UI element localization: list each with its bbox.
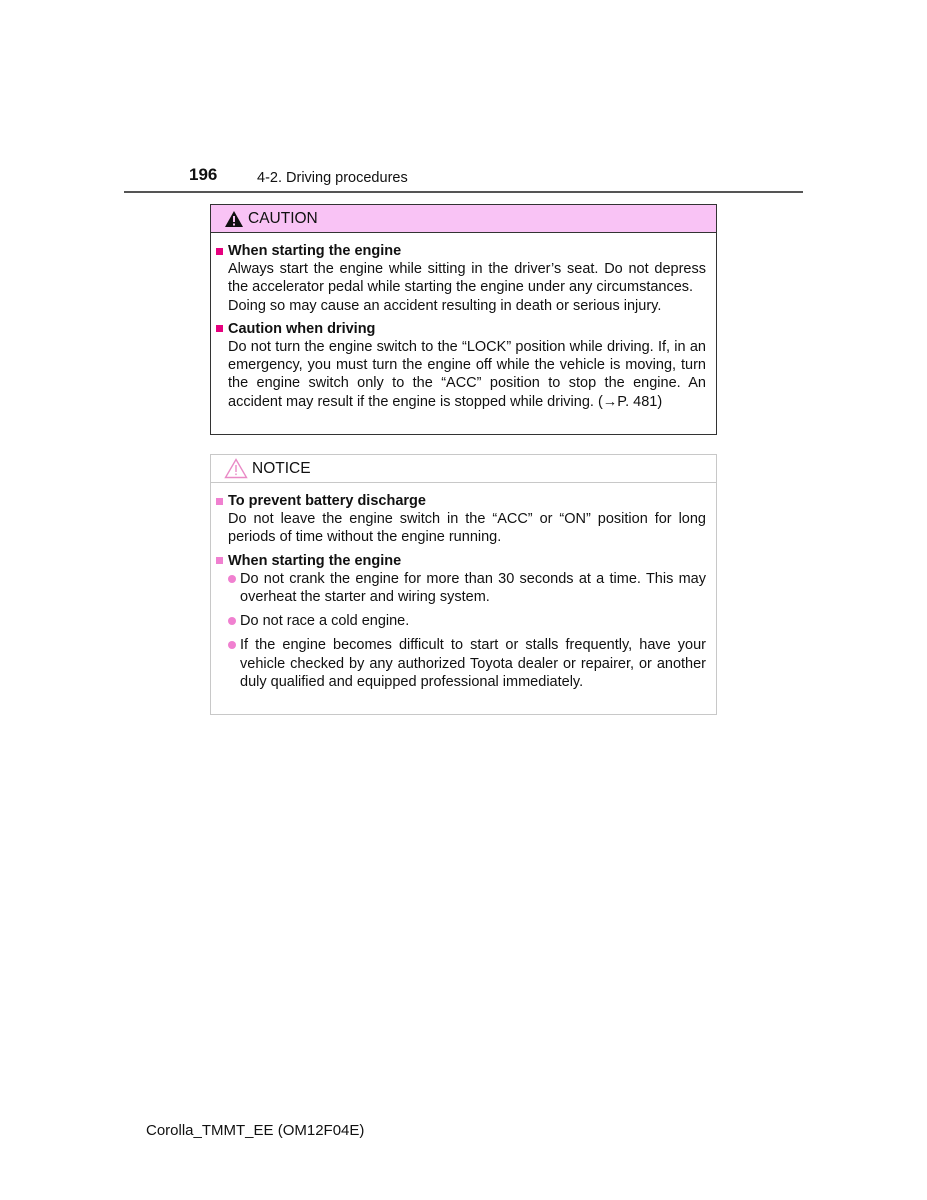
caution-item-text: Do not turn the engine switch to the “LOCK” position while driving. If, in an emergency, you must turn the engine off while the vehicle is moving, turn the engine switch only to the “ACC” position to stop the engine. An accident may result if the engine is stopped while driving. (→P. 481) [228, 338, 706, 410]
square-bullet-icon [216, 498, 223, 505]
caution-item-heading [216, 320, 706, 338]
footer-doc-id: Corolla_TMMT_EE (OM12F04E) [146, 1122, 365, 1139]
square-bullet-icon [216, 557, 223, 564]
list-item [228, 612, 706, 630]
notice-item [216, 552, 706, 692]
list-item-text: Do not race a cold engine. [240, 613, 410, 630]
caution-title: CAUTION [248, 209, 318, 227]
round-bullet-icon [228, 617, 236, 625]
square-bullet-icon [216, 325, 223, 332]
notice-item-text: Do not leave the engine switch in the “ACC” or “ON” position for long periods of time without the engine running. [228, 511, 706, 546]
notice-header [211, 455, 716, 483]
notice-triangle-icon [224, 458, 248, 479]
header-divider [124, 191, 803, 193]
caution-box [210, 204, 717, 435]
list-item-text: If the engine becomes difficult to start or stalls frequently, have your vehicle checked by any authorized Toyota dealer or repairer, or another duly qualified and equipped professional immediately. [240, 637, 706, 691]
notice-body [211, 483, 716, 691]
caution-item-heading [216, 242, 706, 260]
page-number: 196 [189, 165, 218, 184]
notice-item-heading [216, 552, 706, 570]
caution-header [211, 205, 716, 233]
caution-item-heading-text: Caution when driving [228, 320, 376, 337]
caution-item-heading-text: When starting the engine [228, 243, 402, 259]
notice-item-heading-text: When starting the engine [228, 552, 402, 569]
list-item [228, 570, 706, 607]
caution-body [211, 233, 716, 411]
caution-item-text: Doing so may cause an accident resulting in death or serious injury. [228, 297, 662, 314]
caution-item-text: Always start the engine while sitting in the driver’s seat. Do not depress the accelerator pedal while starting the engine under any circumstances. [228, 261, 706, 296]
section-title: 4-2. Driving procedures [257, 170, 408, 186]
notice-title: NOTICE [252, 459, 311, 477]
round-bullet-icon [228, 641, 236, 649]
notice-item-heading-text: To prevent battery discharge [228, 493, 426, 509]
warning-triangle-icon [224, 210, 244, 228]
list-item-text: Do not crank the engine for more than 30 seconds at a time. This may overheat the starter and wiring system. [240, 570, 706, 605]
round-bullet-icon [228, 575, 236, 583]
caution-item [216, 320, 706, 411]
notice-item-heading [216, 492, 706, 510]
notice-box [210, 454, 717, 715]
caution-item [216, 242, 706, 315]
list-item [228, 636, 706, 691]
square-bullet-icon [216, 248, 223, 255]
notice-item [216, 492, 706, 547]
